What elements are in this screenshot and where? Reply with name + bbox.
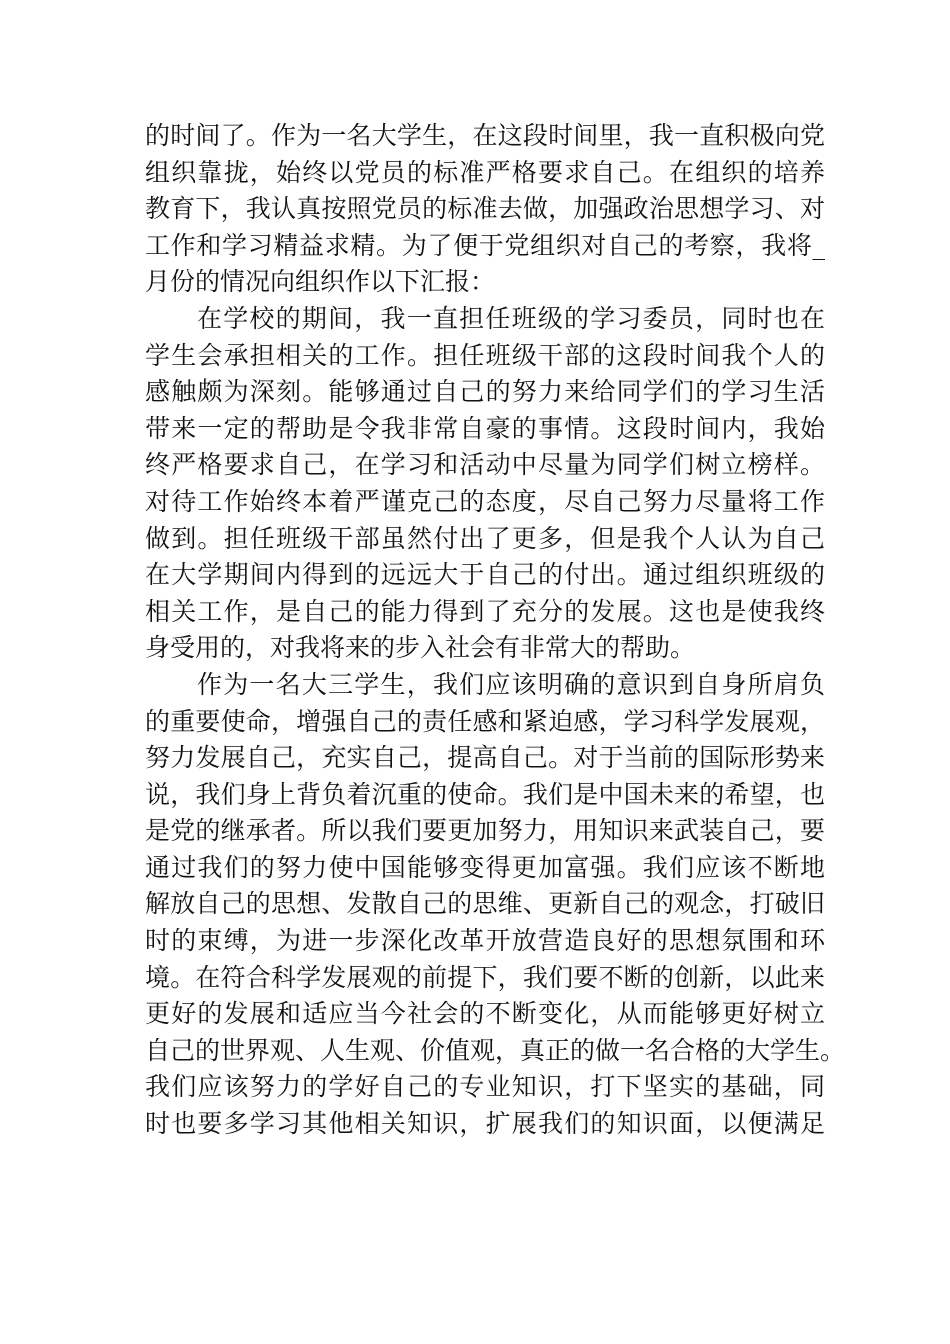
paragraph-first-line: 作为一名大三学生，我们应该明确的意识到自身所肩负	[197, 669, 825, 699]
text-line: 是党的继承者。所以我们要更加努力，用知识来武装自己，要	[145, 816, 825, 846]
text-line: 对待工作始终本着严谨克己的态度，尽自己努力尽量将工作	[145, 486, 825, 516]
text-line: 组织靠拢，始终以党员的标准严格要求自己。在组织的培养	[145, 157, 825, 187]
text-line: 的时间了。作为一名大学生，在这段时间里，我一直积极向党	[145, 121, 825, 150]
text-line: 工作和学习精益求精。为了便于党组织对自己的考察，我将_	[145, 230, 825, 260]
document-body	[145, 118, 846, 1143]
text-line: 学生会承担相关的工作。担任班级干部的这段时间我个人的	[145, 340, 825, 370]
text-line: 月份的情况向组织作以下汇报：	[145, 267, 496, 297]
text-line: 终严格要求自己，在学习和活动中尽量为同学们树立榜样。	[145, 450, 825, 480]
text-line: 教育下，我认真按照党员的标准去做，加强政治思想学习、对	[145, 194, 825, 224]
paragraph-first-line: 在学校的期间，我一直担任班级的学习委员，同时也在	[197, 303, 825, 333]
text-line: 更好的发展和适应当今社会的不断变化，从而能够更好树立	[145, 999, 825, 1029]
text-line: 境。在符合科学发展观的前提下，我们要不断的创新，以此来	[145, 962, 825, 992]
text-line: 带来一定的帮助是令我非常自豪的事情。这段时间内，我始	[145, 413, 825, 443]
text-line: 的重要使命，增强自己的责任感和紧迫感，学习科学发展观，	[145, 706, 825, 736]
text-line: 在大学期间内得到的远远大于自己的付出。通过组织班级的	[145, 560, 825, 590]
text-line: 时的束缚，为进一步深化改革开放营造良好的思想氛围和环	[145, 926, 825, 956]
text-line: 我们应该努力的学好自己的专业知识，打下坚实的基础，同	[145, 1072, 825, 1102]
text-line: 身受用的，对我将来的步入社会有非常大的帮助。	[145, 633, 696, 663]
text-line: 通过我们的努力使中国能够变得更加富强。我们应该不断地	[145, 852, 825, 882]
text-line: 自己的世界观、人生观、价值观，真正的做一名合格的大学生。	[145, 1035, 846, 1065]
text-line: 感触颇为深刻。能够通过自己的努力来给同学们的学习生活	[145, 377, 825, 407]
text-line: 努力发展自己，充实自己，提高自己。对于当前的国际形势来	[145, 743, 825, 773]
text-line: 相关工作，是自己的能力得到了充分的发展。这也是使我终	[145, 596, 825, 626]
text-line: 做到。担任班级干部虽然付出了更多，但是我个人认为自己	[145, 523, 825, 553]
text-line: 时也要多学习其他相关知识，扩展我们的知识面，以便满足	[145, 1109, 825, 1139]
text-line: 说，我们身上背负着沉重的使命。我们是中国未来的希望，也	[145, 779, 825, 809]
text-line: 解放自己的思想、发散自己的思维、更新自己的观念，打破旧	[145, 889, 825, 919]
